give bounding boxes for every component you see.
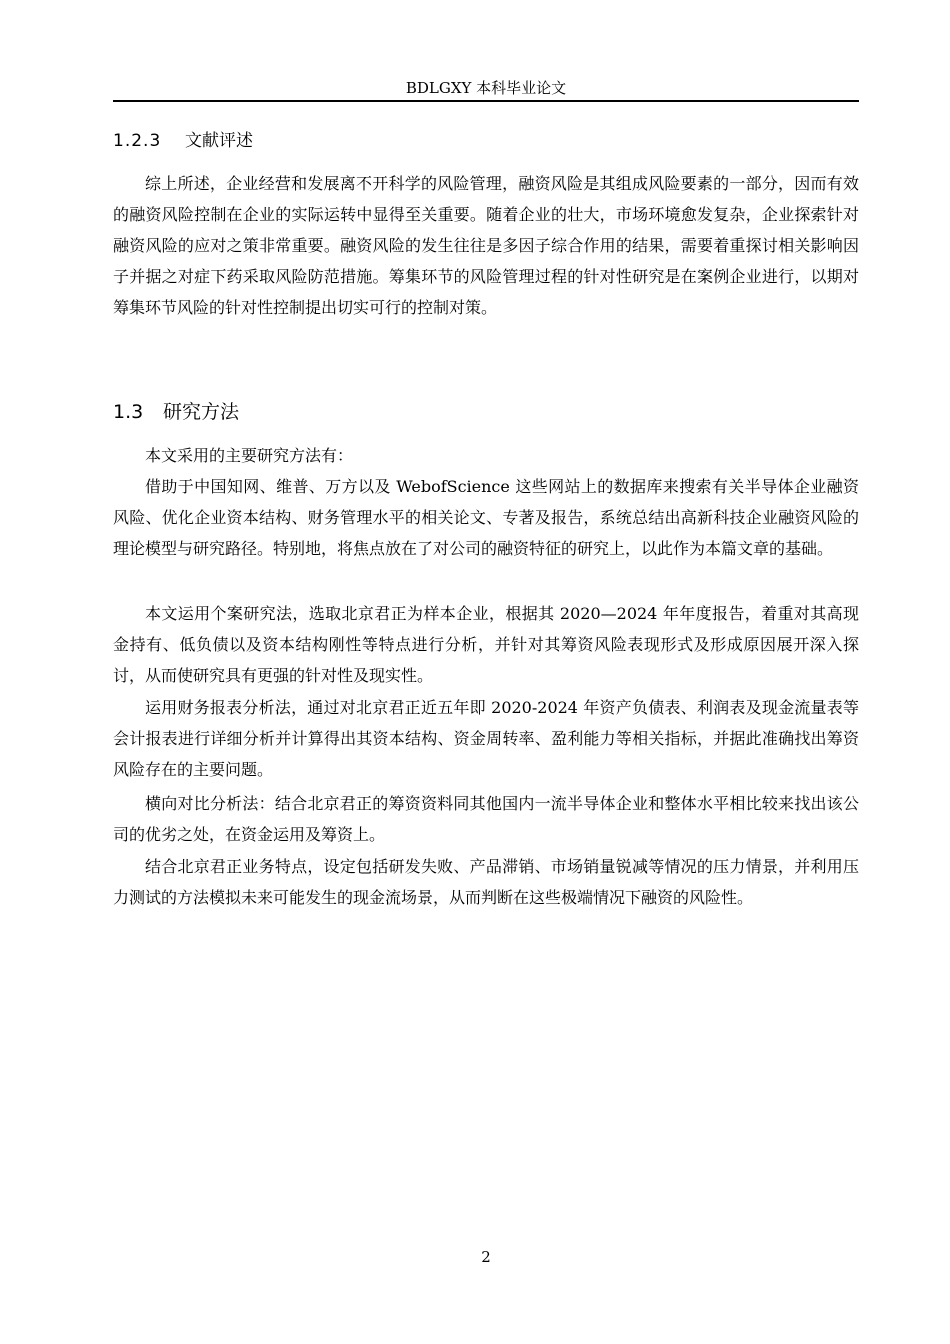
section-heading-research-methods [113,398,239,426]
body-paragraph: 横向对比分析法：结合北京君正的筹资资料同其他国内一流半导体企业和整体水平相比较来找出该公司的优劣之处，在资金运用及筹资上。 [113,794,859,844]
section-title: 文献评述 [185,131,253,151]
section-title: 研究方法 [163,401,240,423]
header-divider [113,100,859,102]
body-paragraph: 本文采用的主要研究方法有： [145,446,354,465]
body-paragraph: 综上所述，企业经营和发展离不开科学的风险管理，融资风险是其组成风险要素的一部分，因而有效的融资风险控制在企业的实际运转中显得至关重要。随着企业的壮大，市场环境愈发复杂，企业探索针对融资风险的应对之策非常重要。融资风险的发生往往是多因子综合作用的结果，需要着重探讨相关影响因子并据之对症下药采取风险防范措施。筹集环节的风险管理过程的针对性研究是在案例企业进行，以期对筹集环节风险的针对性控制提出切实可行的控制对策。 [113,174,859,317]
section-number: 1.2.3 [113,131,162,151]
section-heading-literature-review [113,128,253,154]
body-paragraph: 本文运用个案研究法，选取北京君正为样本企业，根据其 2020—2024 年年度报告，着重对其高现金持有、低负债以及资本结构刚性等特点进行分析，并针对其筹资风险表现形式及形成原因展开深入探讨，从而使研究具有更强的针对性及现实性。 [113,604,859,685]
page-header: BDLGXY 本科毕业论文 [405,79,567,97]
body-paragraph: 借助于中国知网、维普、万方以及 WebofScience 这些网站上的数据库来搜索有关半导体企业融资风险、优化企业资本结构、财务管理水平的相关论文、专著及报告，系统总结出高新科技企业融资风险的理论模型与研究路径。特别地，将焦点放在了对公司的融资特征的研究上，以此作为本篇文章的基础。 [113,477,859,558]
section-number: 1.3 [113,401,144,423]
body-paragraph: 运用财务报表分析法，通过对北京君正近五年即 2020-2024 年资产负债表、利润表及现金流量表等会计报表进行详细分析并计算得出其资本结构、资金周转率、盈利能力等相关指标，并据此准确找出筹资风险存在的主要问题。 [113,698,859,779]
body-paragraph: 结合北京君正业务特点，设定包括研发失败、产品滞销、市场销量锐减等情况的压力情景，并利用压力测试的方法模拟未来可能发生的现金流场景，从而判断在这些极端情况下融资的风险性。 [113,857,859,907]
page-number: 2 [481,1248,491,1266]
